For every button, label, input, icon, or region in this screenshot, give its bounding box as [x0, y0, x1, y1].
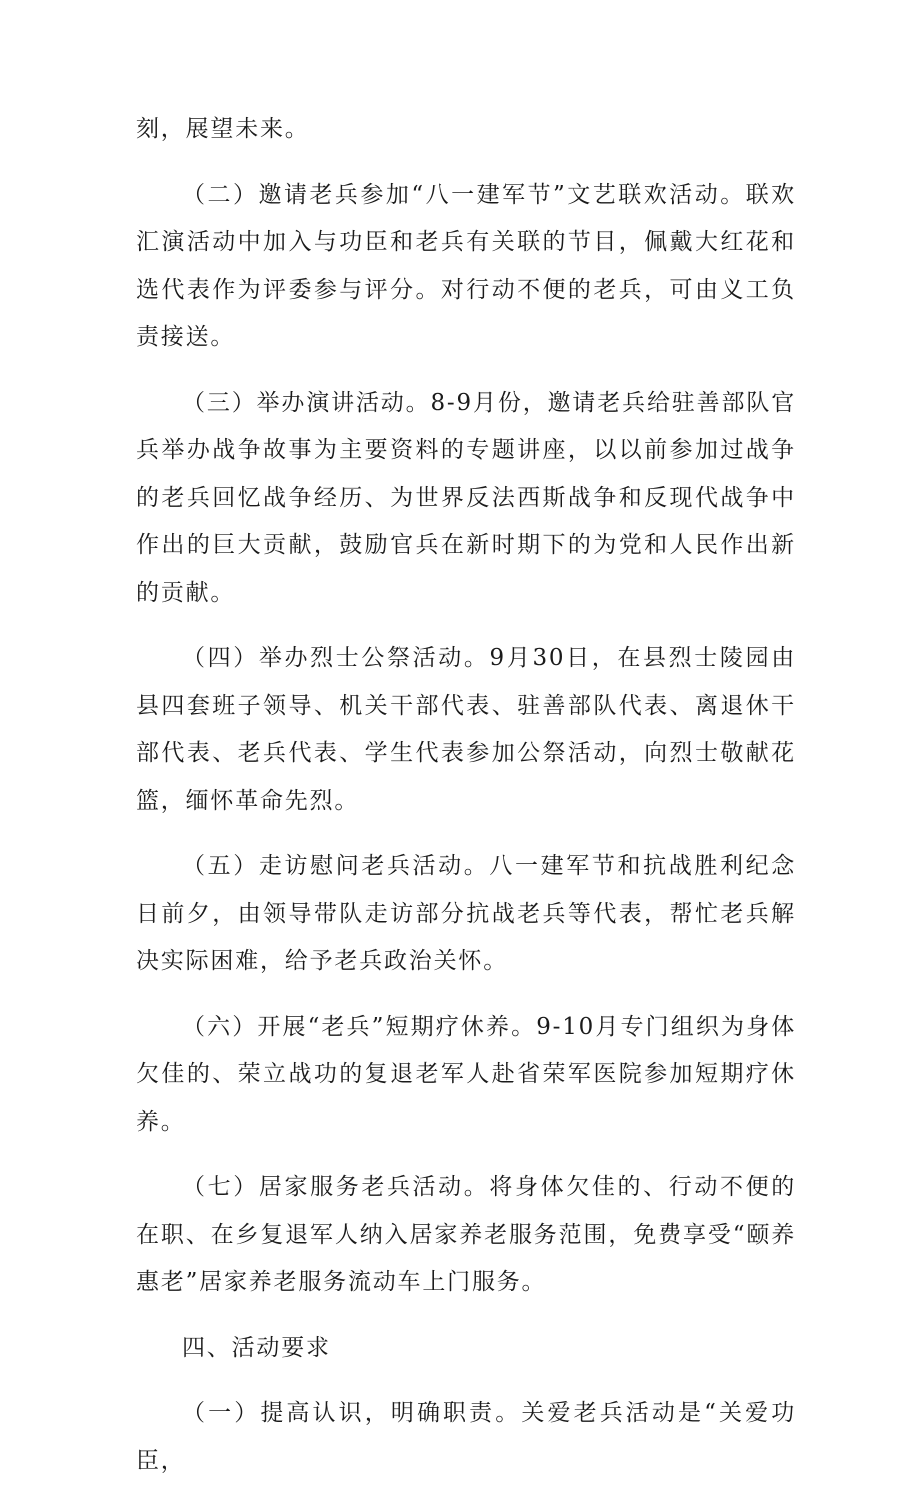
- document-body: [136, 106, 796, 1485]
- section-heading: 四、活动要求: [182, 1334, 331, 1361]
- paragraph-item-5: （五）走访慰问老兵活动。八一建军节和抗战胜利纪念日前夕，由领导带队走访部分抗战老兵等代表，帮忙老兵解决实际困难，给予老兵政治关怀。: [136, 853, 796, 974]
- paragraph-item-7: （七）居家服务老兵活动。将身体欠佳的、行动不便的在职、在乡复退军人纳入居家养老服务范围，免费享受“颐养惠老”居家养老服务流动车上门服务。: [136, 1174, 796, 1295]
- paragraph-item-3: （三）举办演讲活动。8-9月份，邀请老兵给驻善部队官兵举办战争故事为主要资料的专题讲座，以以前参加过战争的老兵回忆战争经历、为世界反法西斯战争和反现代战争中作出的巨大贡献，鼓励官兵在新时期下的为党和人民作出新的贡献。: [136, 389, 796, 606]
- paragraph-continuation: 刻，展望未来。: [136, 116, 310, 142]
- paragraph-item-4: （四）举办烈士公祭活动。9月30日，在县烈士陵园由县四套班子领导、机关干部代表、驻善部队代表、离退休干部代表、老兵代表、学生代表参加公祭活动，向烈士敬献花篮，缅怀革命先烈。: [136, 645, 796, 814]
- paragraph-requirement-1: （一）提高认识，明确职责。关爱老兵活动是“关爱功臣，: [136, 1400, 796, 1474]
- paragraph-item-6: （六）开展“老兵”短期疗休养。9-10月专门组织为身体欠佳的、荣立战功的复退老军人赴省荣军医院参加短期疗休养。: [136, 1013, 796, 1135]
- paragraph-item-2: （二）邀请老兵参加“八一建军节”文艺联欢活动。联欢汇演活动中加入与功臣和老兵有关联的节目，佩戴大红花和选代表作为评委参与评分。对行动不便的老兵，可由义工负责接送。: [136, 181, 796, 350]
